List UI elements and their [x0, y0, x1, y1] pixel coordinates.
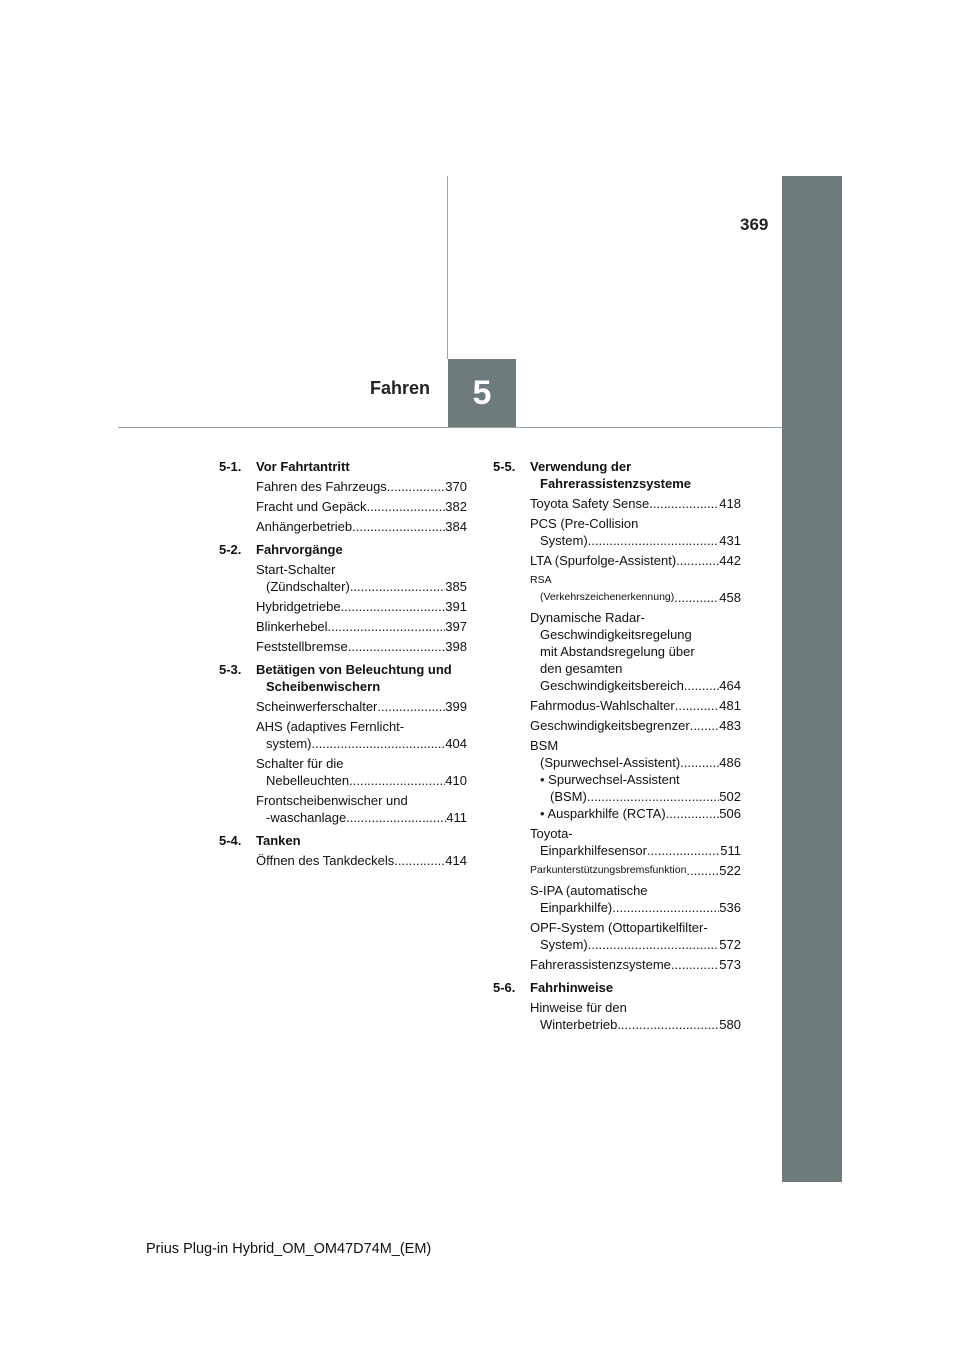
- toc-entry[interactable]: [530, 825, 741, 859]
- entry-page: 572: [719, 937, 741, 952]
- entry-label: System): [540, 533, 588, 548]
- entry-page: 398: [445, 639, 467, 654]
- toc-entry[interactable]: [256, 598, 467, 615]
- dot-leader: [617, 1016, 719, 1033]
- entry-line: PCS (Pre-Collision: [530, 516, 639, 531]
- toc-section-5-3: [219, 661, 467, 826]
- toc-entry[interactable]: [530, 609, 741, 694]
- section-title: Fahrvorgänge: [256, 542, 343, 557]
- section-heading: [219, 832, 467, 849]
- dot-leader: [588, 936, 720, 953]
- section-title: Tanken: [256, 833, 301, 848]
- section-heading: [219, 458, 467, 475]
- section-number: 5-2.: [219, 542, 242, 557]
- toc-entry[interactable]: [256, 718, 467, 752]
- entry-label: system): [266, 736, 312, 751]
- entry-line: S-IPA (automatische: [530, 883, 648, 898]
- section-title: Vor Fahrtantritt: [256, 459, 350, 474]
- entry-page: 418: [719, 496, 741, 511]
- section-title: Fahrhinweise: [530, 980, 614, 995]
- dot-leader: [666, 805, 720, 822]
- section-title: Verwendung der Fahrerassistenzsysteme: [530, 459, 692, 491]
- entry-page: 397: [445, 619, 467, 634]
- dot-leader: [387, 478, 446, 495]
- entry-page: 483: [719, 718, 741, 733]
- entry-page: 580: [719, 1017, 741, 1032]
- entry-label: Blinkerhebel: [256, 619, 328, 634]
- toc-section-5-2: [219, 541, 467, 655]
- entry-label: Parkunterstützungsbremsfunktion: [530, 864, 687, 876]
- entry-page: 502: [719, 789, 741, 804]
- chapter-number: 5: [448, 359, 516, 427]
- dot-leader: [684, 677, 720, 694]
- toc-subentry[interactable]: [540, 805, 741, 822]
- entry-page: 442: [719, 553, 741, 568]
- entry-page: 573: [719, 957, 741, 972]
- toc-section-5-5: [493, 458, 741, 973]
- entry-page: 382: [445, 499, 467, 514]
- entry-label: (Zündschalter): [266, 579, 350, 594]
- entry-page: 385: [445, 579, 467, 594]
- toc-entry[interactable]: [256, 498, 467, 515]
- entry-label: Feststellbremse: [256, 639, 348, 654]
- document-footer: Prius Plug-in Hybrid_OM_OM47D74M_(EM): [146, 1241, 432, 1257]
- dot-leader: [394, 852, 445, 869]
- dot-leader: [676, 552, 719, 569]
- toc-entry[interactable]: [256, 698, 467, 715]
- entry-line: AHS (adaptives Fernlicht-: [256, 719, 405, 734]
- chapter-side-tab: [782, 176, 842, 1182]
- dot-leader: [649, 495, 719, 512]
- entry-label: System): [540, 937, 588, 952]
- dot-leader: [671, 956, 719, 973]
- dot-leader: [352, 518, 445, 535]
- toc-entry[interactable]: [530, 515, 741, 549]
- entry-label: (Verkehrszeichenerkennung): [540, 591, 675, 603]
- entry-page: 506: [719, 806, 741, 821]
- entry-label: Einparkhilfesensor: [540, 843, 647, 858]
- entry-page: 414: [445, 853, 467, 868]
- toc-entry[interactable]: [530, 862, 741, 879]
- entry-line: den gesamten: [540, 661, 623, 676]
- toc-entry[interactable]: [256, 638, 467, 655]
- toc-entry[interactable]: [530, 737, 741, 822]
- dot-leader: [647, 842, 720, 859]
- entry-page: 458: [719, 590, 741, 605]
- entry-line: mit Abstandsregelung über: [540, 644, 695, 659]
- toc-entry[interactable]: [256, 792, 467, 826]
- entry-label: • Ausparkhilfe (RCTA): [540, 806, 666, 821]
- toc-section-5-1: [219, 458, 467, 535]
- toc-entry[interactable]: [256, 561, 467, 595]
- dot-leader: [690, 717, 720, 734]
- toc-entry[interactable]: [530, 717, 741, 734]
- entry-label: Geschwindigkeitsbegrenzer: [530, 718, 690, 733]
- dot-leader: [587, 788, 719, 805]
- entry-page: 404: [445, 736, 467, 751]
- entry-label: Toyota Safety Sense: [530, 496, 650, 511]
- entry-label: Fracht und Gepäck: [256, 499, 367, 514]
- entry-line: Frontscheibenwischer und: [256, 793, 408, 808]
- page-number: 369: [740, 215, 769, 234]
- vertical-rule: [447, 176, 448, 359]
- entry-line: Geschwindigkeitsregelung: [540, 627, 692, 642]
- entry-page: 536: [719, 900, 741, 915]
- entry-label: (Spurwechsel-Assistent): [540, 755, 681, 770]
- section-number: 5-5.: [493, 459, 516, 474]
- entry-line: • Spurwechsel-Assistent: [540, 772, 680, 787]
- dot-leader: [312, 735, 446, 752]
- entry-label: (BSM): [550, 789, 587, 804]
- entry-label: LTA (Spurfolge-Assistent): [530, 553, 677, 568]
- section-number: 5-6.: [493, 980, 516, 995]
- dot-leader: [686, 862, 719, 879]
- toc-entry[interactable]: [530, 999, 741, 1033]
- entry-page: 411: [446, 810, 467, 825]
- section-heading: [219, 541, 467, 558]
- entry-page: 391: [445, 599, 467, 614]
- dot-leader: [346, 809, 446, 826]
- entry-label: -waschanlage: [266, 810, 347, 825]
- horizontal-rule: [118, 427, 782, 428]
- entry-page: 431: [719, 533, 741, 548]
- entry-label: Nebelleuchten: [266, 773, 350, 788]
- section-heading: [493, 979, 741, 996]
- entry-line: Schalter für die: [256, 756, 344, 771]
- entry-page: 399: [445, 699, 467, 714]
- dot-leader: [612, 899, 719, 916]
- entry-page: 511: [720, 843, 741, 858]
- dot-leader: [680, 754, 719, 771]
- entry-page: 481: [719, 698, 741, 713]
- entry-line: Dynamische Radar-: [530, 610, 645, 625]
- entry-label: Geschwindigkeitsbereich: [540, 678, 684, 693]
- dot-leader: [674, 589, 719, 606]
- dot-leader: [367, 498, 446, 515]
- entry-page: 486: [719, 755, 741, 770]
- toc-entry[interactable]: [256, 518, 467, 535]
- entry-label: Fahren des Fahrzeugs: [256, 479, 387, 494]
- entry-line: Toyota-: [530, 826, 573, 841]
- entry-line: OPF-System (Ottopartikelfilter-: [530, 920, 708, 935]
- entry-label: Öffnen des Tankdeckels: [256, 853, 395, 868]
- toc-subentry[interactable]: [540, 771, 741, 805]
- entry-label: Fahrerassistenzsysteme: [530, 957, 671, 972]
- entry-label: Einparkhilfe): [540, 900, 613, 915]
- toc-entry[interactable]: [530, 956, 741, 973]
- entry-line: Start-Schalter: [256, 562, 336, 577]
- dot-leader: [348, 638, 446, 655]
- toc-left-column: [219, 458, 467, 875]
- entry-page: 410: [445, 773, 467, 788]
- entry-page: 464: [719, 678, 741, 693]
- entry-label: Anhängerbetrieb: [256, 519, 353, 534]
- dot-leader: [349, 772, 445, 789]
- toc-entry[interactable]: [256, 852, 467, 869]
- entry-page: 522: [719, 863, 741, 878]
- entry-label: Scheinwerferschalter: [256, 699, 378, 714]
- toc-entry[interactable]: [530, 572, 741, 606]
- entry-label: Fahrmodus-Wahlschalter: [530, 698, 675, 713]
- toc-section-5-4: [219, 832, 467, 869]
- toc-entry[interactable]: [256, 478, 467, 495]
- dot-leader: [328, 618, 446, 635]
- chapter-title: Fahren: [369, 378, 430, 398]
- entry-label: Hybridgetriebe: [256, 599, 341, 614]
- section-title: Betätigen von Beleuchtung und Scheibenwischern: [256, 662, 452, 694]
- dot-leader: [341, 598, 446, 615]
- section-number: 5-1.: [219, 459, 242, 474]
- toc-entry[interactable]: [530, 697, 741, 714]
- toc-entry[interactable]: [256, 618, 467, 635]
- entry-line: BSM: [530, 738, 559, 753]
- section-heading: [219, 661, 467, 695]
- toc-entry[interactable]: [530, 882, 741, 916]
- entry-line: Hinweise für den: [530, 1000, 627, 1015]
- toc-right-column: [493, 458, 741, 1039]
- entry-line: RSA: [530, 574, 552, 586]
- entry-page: 370: [445, 479, 467, 494]
- entry-page: 384: [445, 519, 467, 534]
- dot-leader: [350, 578, 445, 595]
- section-heading: [493, 458, 741, 492]
- toc-entry[interactable]: [530, 919, 741, 953]
- entry-label: Winterbetrieb: [540, 1017, 618, 1032]
- dot-leader: [377, 698, 445, 715]
- dot-leader: [675, 697, 720, 714]
- section-number: 5-4.: [219, 833, 242, 848]
- toc-entry[interactable]: [530, 552, 741, 569]
- toc-entry[interactable]: [256, 755, 467, 789]
- dot-leader: [588, 532, 720, 549]
- toc-entry[interactable]: [530, 495, 741, 512]
- toc-section-5-6: [493, 979, 741, 1033]
- section-number: 5-3.: [219, 662, 242, 677]
